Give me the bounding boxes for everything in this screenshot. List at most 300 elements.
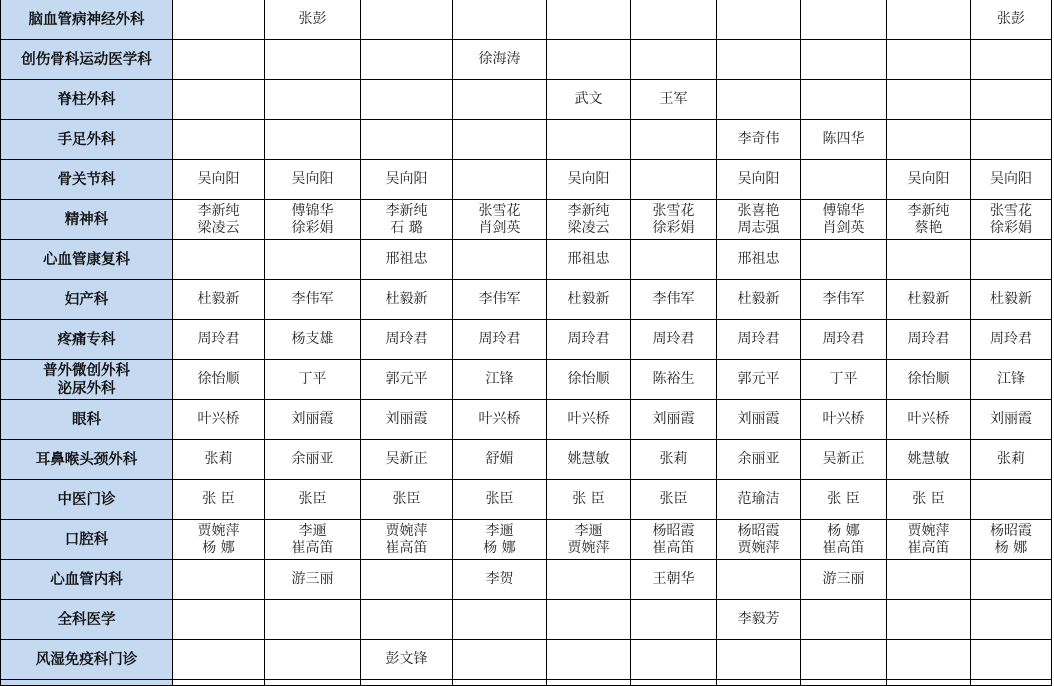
schedule-cell — [453, 560, 547, 600]
schedule-cell — [453, 320, 547, 360]
schedule-cell — [361, 40, 453, 80]
doctor-name: 杜毅新 — [567, 291, 610, 307]
schedule-cell — [265, 400, 361, 440]
schedule-cell — [361, 640, 453, 680]
schedule-cell — [801, 680, 887, 686]
doctor-name: 李贺 — [485, 571, 514, 587]
schedule-cell — [971, 320, 1052, 360]
schedule-cell — [887, 560, 971, 600]
doctor-name: 肖剑英 — [478, 219, 521, 236]
department-name — [1, 680, 173, 686]
doctor-name: 李逦 — [298, 522, 327, 539]
schedule-cell — [547, 680, 631, 686]
doctor-name: 叶兴桥 — [478, 411, 521, 427]
schedule-cell — [265, 560, 361, 600]
department-label: 泌尿外科 — [57, 380, 116, 397]
department-label: 全科医学 — [57, 611, 116, 628]
doctor-name: 张 臣 — [912, 491, 945, 507]
doctor-name: 张 臣 — [202, 491, 235, 507]
department-name — [1, 600, 173, 640]
doctor-name: 李奇伟 — [737, 131, 780, 147]
schedule-cell — [887, 240, 971, 280]
doctor-name: 刘丽霞 — [737, 411, 780, 427]
department-name — [1, 80, 173, 120]
schedule-cell — [971, 0, 1052, 40]
doctor-name: 姚慧敏 — [907, 451, 950, 467]
doctor-name: 吴新正 — [822, 451, 865, 467]
doctor-name: 杜毅新 — [197, 291, 240, 307]
schedule-cell — [801, 440, 887, 480]
table-row — [1, 440, 1052, 480]
schedule-cell — [631, 0, 717, 40]
schedule-cell — [801, 80, 887, 120]
doctor-name: 张臣 — [659, 491, 688, 507]
schedule-cell — [265, 0, 361, 40]
schedule-cell — [887, 280, 971, 320]
schedule-cell — [547, 520, 631, 560]
doctor-name: 张莉 — [659, 451, 688, 467]
schedule-cell — [717, 200, 801, 240]
schedule-cell — [547, 480, 631, 520]
schedule-cell — [173, 680, 265, 686]
doctor-name: 叶兴桥 — [197, 411, 240, 427]
schedule-cell — [887, 600, 971, 640]
table-row — [1, 120, 1052, 160]
schedule-cell — [631, 440, 717, 480]
schedule-cell — [887, 440, 971, 480]
doctor-name: 肖剑英 — [822, 219, 865, 236]
schedule-cell — [887, 80, 971, 120]
schedule-cell — [887, 120, 971, 160]
schedule-cell — [453, 200, 547, 240]
schedule-cell — [173, 520, 265, 560]
schedule-body — [1, 0, 1052, 686]
schedule-cell — [801, 240, 887, 280]
schedule-cell — [801, 120, 887, 160]
schedule-cell — [887, 0, 971, 40]
schedule-cell — [801, 280, 887, 320]
schedule-cell — [631, 680, 717, 686]
schedule-cell — [173, 0, 265, 40]
schedule-cell — [631, 40, 717, 80]
schedule-cell — [887, 360, 971, 400]
schedule-cell — [453, 480, 547, 520]
department-label: 疼痛专科 — [57, 331, 116, 348]
doctor-name: 邢祖忠 — [567, 251, 610, 267]
doctor-name: 蔡艳 — [914, 219, 943, 236]
schedule-cell — [887, 160, 971, 200]
schedule-cell — [173, 40, 265, 80]
doctor-name: 杨 娜 — [483, 539, 516, 556]
schedule-cell — [631, 480, 717, 520]
doctor-name: 杨昭霞 — [990, 522, 1032, 539]
doctor-name: 杜毅新 — [990, 291, 1032, 307]
doctor-name: 杨昭霞 — [652, 522, 695, 539]
schedule-cell — [631, 320, 717, 360]
doctor-name: 郭元平 — [385, 371, 428, 387]
doctor-name: 徐怡顺 — [907, 371, 950, 387]
schedule-cell — [547, 200, 631, 240]
schedule-cell — [887, 400, 971, 440]
doctor-name: 周玲君 — [478, 331, 521, 347]
doctor-name: 叶兴桥 — [907, 411, 950, 427]
doctor-name: 李伟军 — [652, 291, 695, 307]
schedule-cell — [173, 360, 265, 400]
schedule-cell — [453, 400, 547, 440]
doctor-name: 张臣 — [392, 491, 421, 507]
doctor-name: 石 璐 — [390, 219, 423, 236]
schedule-cell — [971, 160, 1052, 200]
schedule-cell — [717, 240, 801, 280]
department-label: 心血管康复科 — [43, 251, 130, 268]
schedule-cell — [717, 40, 801, 80]
table-row — [1, 200, 1052, 240]
schedule-cell — [265, 240, 361, 280]
doctor-name: 贾婉萍 — [385, 522, 428, 539]
doctor-name: 崔高笛 — [652, 539, 695, 556]
doctor-name: 游三丽 — [291, 571, 334, 587]
schedule-cell — [971, 560, 1052, 600]
doctor-name: 余丽亚 — [291, 451, 334, 467]
schedule-cell — [361, 600, 453, 640]
doctor-name: 贾婉萍 — [737, 539, 780, 556]
schedule-cell — [265, 160, 361, 200]
schedule-cell — [971, 520, 1052, 560]
schedule-cell — [361, 560, 453, 600]
doctor-name: 陈裕生 — [652, 371, 695, 387]
schedule-cell — [265, 280, 361, 320]
schedule-cell — [547, 320, 631, 360]
doctor-name: 杨 娜 — [827, 522, 860, 539]
doctor-name: 张雪花 — [652, 202, 695, 219]
schedule-cell — [361, 680, 453, 686]
schedule-cell — [717, 360, 801, 400]
doctor-name: 余丽亚 — [737, 451, 780, 467]
schedule-cell — [971, 400, 1052, 440]
schedule-cell — [265, 120, 361, 160]
doctor-name: 吴向阳 — [385, 171, 428, 187]
table-row — [1, 280, 1052, 320]
schedule-cell — [265, 440, 361, 480]
department-name — [1, 200, 173, 240]
department-label: 脊柱外科 — [57, 91, 116, 108]
schedule-cell — [801, 520, 887, 560]
doctor-name: 江锋 — [997, 371, 1025, 387]
doctor-name: 吴向阳 — [291, 171, 334, 187]
doctor-name: 叶兴桥 — [822, 411, 865, 427]
doctor-name: 张雪花 — [990, 202, 1032, 219]
doctor-name: 傅锦华 — [291, 202, 334, 219]
schedule-cell — [453, 240, 547, 280]
doctor-name: 杨 娜 — [994, 539, 1028, 556]
department-label: 创伤骨科运动医学科 — [21, 51, 152, 68]
doctor-name: 崔高笛 — [385, 539, 428, 556]
doctor-name: 李伟军 — [478, 291, 521, 307]
department-name — [1, 320, 173, 360]
schedule-cell — [717, 480, 801, 520]
schedule-cell — [801, 0, 887, 40]
schedule-cell — [547, 80, 631, 120]
schedule-cell — [631, 240, 717, 280]
doctor-name: 张 臣 — [827, 491, 860, 507]
schedule-cell — [631, 600, 717, 640]
doctor-name: 梁凌云 — [567, 219, 610, 236]
schedule-cell — [453, 520, 547, 560]
schedule-cell — [547, 360, 631, 400]
doctor-name: 李逦 — [485, 522, 514, 539]
department-name — [1, 640, 173, 680]
doctor-name: 梁凌云 — [197, 219, 240, 236]
doctor-name: 周玲君 — [652, 331, 695, 347]
doctor-name: 李新纯 — [197, 202, 240, 219]
schedule-cell — [971, 80, 1052, 120]
schedule-cell — [801, 480, 887, 520]
doctor-name: 陈四华 — [822, 131, 865, 147]
doctor-name: 游三丽 — [822, 571, 865, 587]
doctor-name: 李新纯 — [907, 202, 950, 219]
schedule-cell — [801, 600, 887, 640]
schedule-cell — [173, 600, 265, 640]
table-row — [1, 240, 1052, 280]
doctor-name: 杨昭霞 — [737, 522, 780, 539]
schedule-cell — [887, 680, 971, 686]
doctor-name: 周志强 — [737, 219, 780, 236]
schedule-cell — [717, 280, 801, 320]
schedule-cell — [631, 400, 717, 440]
table-row — [1, 360, 1052, 400]
schedule-cell — [265, 320, 361, 360]
schedule-cell — [547, 440, 631, 480]
schedule-cell — [547, 600, 631, 640]
doctor-name: 周玲君 — [907, 331, 950, 347]
schedule-cell — [717, 440, 801, 480]
schedule-cell — [631, 640, 717, 680]
schedule-cell — [265, 480, 361, 520]
doctor-name: 吴向阳 — [567, 171, 610, 187]
doctor-name: 周玲君 — [737, 331, 780, 347]
schedule-cell — [361, 240, 453, 280]
table-row — [1, 0, 1052, 40]
schedule-cell — [453, 680, 547, 686]
doctor-name: 刘丽霞 — [385, 411, 428, 427]
doctor-name: 舒媚 — [485, 451, 514, 467]
department-label: 骨关节科 — [57, 171, 116, 188]
department-label: 手足外科 — [57, 131, 116, 148]
department-label: 精神科 — [64, 211, 109, 228]
table-row — [1, 520, 1052, 560]
department-name — [1, 280, 173, 320]
table-row — [1, 160, 1052, 200]
doctor-name: 王军 — [659, 91, 688, 107]
schedule-cell — [265, 40, 361, 80]
schedule-cell — [717, 0, 801, 40]
department-name — [1, 240, 173, 280]
schedule-cell — [173, 480, 265, 520]
doctor-name: 徐怡顺 — [567, 371, 610, 387]
schedule-cell — [173, 320, 265, 360]
schedule-cell — [631, 520, 717, 560]
doctor-name: 徐怡顺 — [197, 371, 240, 387]
schedule-cell — [547, 560, 631, 600]
doctor-name: 李毅芳 — [737, 611, 780, 627]
schedule-cell — [971, 360, 1052, 400]
schedule-cell — [971, 240, 1052, 280]
doctor-name: 杜毅新 — [737, 291, 780, 307]
schedule-cell — [265, 680, 361, 686]
department-label: 普外微创外科 — [43, 362, 130, 379]
doctor-name: 李新纯 — [567, 202, 610, 219]
schedule-cell — [265, 360, 361, 400]
department-name — [1, 120, 173, 160]
schedule-cell — [801, 360, 887, 400]
doctor-name: 张臣 — [485, 491, 514, 507]
doctor-name: 周玲君 — [567, 331, 610, 347]
doctor-name: 贾婉萍 — [907, 522, 950, 539]
department-label: 妇产科 — [64, 291, 109, 308]
schedule-cell — [173, 240, 265, 280]
doctor-name: 姚慧敏 — [567, 451, 610, 467]
doctor-name: 王朝华 — [652, 571, 695, 587]
doctor-name: 吴新正 — [385, 451, 428, 467]
table-row — [1, 600, 1052, 640]
doctor-name: 吴向阳 — [737, 171, 780, 187]
schedule-cell — [717, 120, 801, 160]
doctor-name: 杨支雄 — [291, 331, 334, 347]
schedule-cell — [971, 480, 1052, 520]
schedule-cell — [547, 40, 631, 80]
schedule-cell — [971, 600, 1052, 640]
department-name — [1, 160, 173, 200]
schedule-cell — [971, 680, 1052, 686]
schedule-cell — [631, 560, 717, 600]
doctor-name: 李伟军 — [291, 291, 334, 307]
schedule-cell — [971, 40, 1052, 80]
department-label: 风湿免疫科门诊 — [35, 651, 138, 668]
schedule-cell — [887, 480, 971, 520]
schedule-cell — [361, 0, 453, 40]
department-label: 口腔科 — [64, 531, 109, 548]
department-name — [1, 400, 173, 440]
department-label: 耳鼻喉头颈外科 — [35, 451, 138, 468]
doctor-name: 江锋 — [485, 371, 514, 387]
doctor-name: 刘丽霞 — [990, 411, 1032, 427]
doctor-name: 彭文锋 — [385, 651, 428, 667]
schedule-cell — [265, 520, 361, 560]
schedule-cell — [887, 200, 971, 240]
schedule-cell — [631, 160, 717, 200]
table-row — [1, 560, 1052, 600]
doctor-name: 周玲君 — [990, 331, 1032, 347]
department-name — [1, 520, 173, 560]
schedule-cell — [173, 160, 265, 200]
department-name — [1, 360, 173, 400]
schedule-cell — [453, 160, 547, 200]
schedule-cell — [801, 400, 887, 440]
schedule-cell — [547, 400, 631, 440]
schedule-cell — [717, 640, 801, 680]
schedule-cell — [453, 40, 547, 80]
schedule-cell — [887, 40, 971, 80]
doctor-name: 杜毅新 — [385, 291, 428, 307]
doctor-name: 吴向阳 — [197, 171, 240, 187]
doctor-name: 吴向阳 — [907, 171, 950, 187]
schedule-cell — [547, 160, 631, 200]
schedule-cell — [453, 80, 547, 120]
doctor-name: 徐彩娟 — [990, 219, 1032, 236]
schedule-cell — [453, 280, 547, 320]
schedule-cell — [173, 440, 265, 480]
doctor-name: 吴向阳 — [990, 171, 1032, 187]
schedule-cell — [887, 320, 971, 360]
schedule-cell — [361, 440, 453, 480]
doctor-name: 张喜艳 — [737, 202, 780, 219]
schedule-cell — [801, 560, 887, 600]
schedule-cell — [717, 400, 801, 440]
schedule-cell — [361, 320, 453, 360]
doctor-name: 张臣 — [298, 491, 327, 507]
doctor-name: 贾婉萍 — [567, 539, 610, 556]
department-label: 眼科 — [72, 411, 101, 428]
schedule-cell — [801, 320, 887, 360]
table-row-partial — [1, 680, 1052, 686]
doctor-name: 李伟军 — [822, 291, 865, 307]
schedule-cell — [801, 160, 887, 200]
doctor-name: 傅锦华 — [822, 202, 865, 219]
schedule-cell — [453, 120, 547, 160]
doctor-name: 刘丽霞 — [652, 411, 695, 427]
schedule-cell — [173, 80, 265, 120]
schedule-cell — [547, 640, 631, 680]
doctor-name: 李新纯 — [385, 202, 428, 219]
schedule-cell — [801, 640, 887, 680]
doctor-name: 徐海涛 — [478, 51, 521, 67]
schedule-cell — [631, 200, 717, 240]
schedule-cell — [631, 80, 717, 120]
schedule-cell — [361, 280, 453, 320]
doctor-name: 崔高笛 — [291, 539, 334, 556]
doctor-name: 邢祖忠 — [385, 251, 428, 267]
doctor-name: 武文 — [574, 91, 603, 107]
department-name — [1, 560, 173, 600]
schedule-cell — [971, 640, 1052, 680]
table-row — [1, 400, 1052, 440]
schedule-cell — [173, 560, 265, 600]
schedule-cell — [887, 640, 971, 680]
doctor-name: 周玲君 — [385, 331, 428, 347]
table-row — [1, 80, 1052, 120]
table-row — [1, 640, 1052, 680]
department-label: 脑血管病神经外科 — [28, 11, 145, 28]
department-label: 心血管内科 — [50, 571, 123, 588]
doctor-name: 刘丽霞 — [291, 411, 334, 427]
doctor-name: 张彭 — [997, 11, 1025, 27]
doctor-name: 张彭 — [298, 11, 327, 27]
schedule-cell — [717, 600, 801, 640]
schedule-cell — [361, 520, 453, 560]
schedule-cell — [265, 600, 361, 640]
doctor-name: 邢祖忠 — [737, 251, 780, 267]
schedule-cell — [453, 600, 547, 640]
department-label: 中医门诊 — [57, 491, 116, 508]
schedule-cell — [361, 120, 453, 160]
schedule-cell — [717, 680, 801, 686]
doctor-name: 郭元平 — [737, 371, 780, 387]
doctor-name: 叶兴桥 — [567, 411, 610, 427]
schedule-cell — [971, 280, 1052, 320]
schedule-cell — [717, 520, 801, 560]
schedule-cell — [453, 360, 547, 400]
schedule-cell — [547, 280, 631, 320]
